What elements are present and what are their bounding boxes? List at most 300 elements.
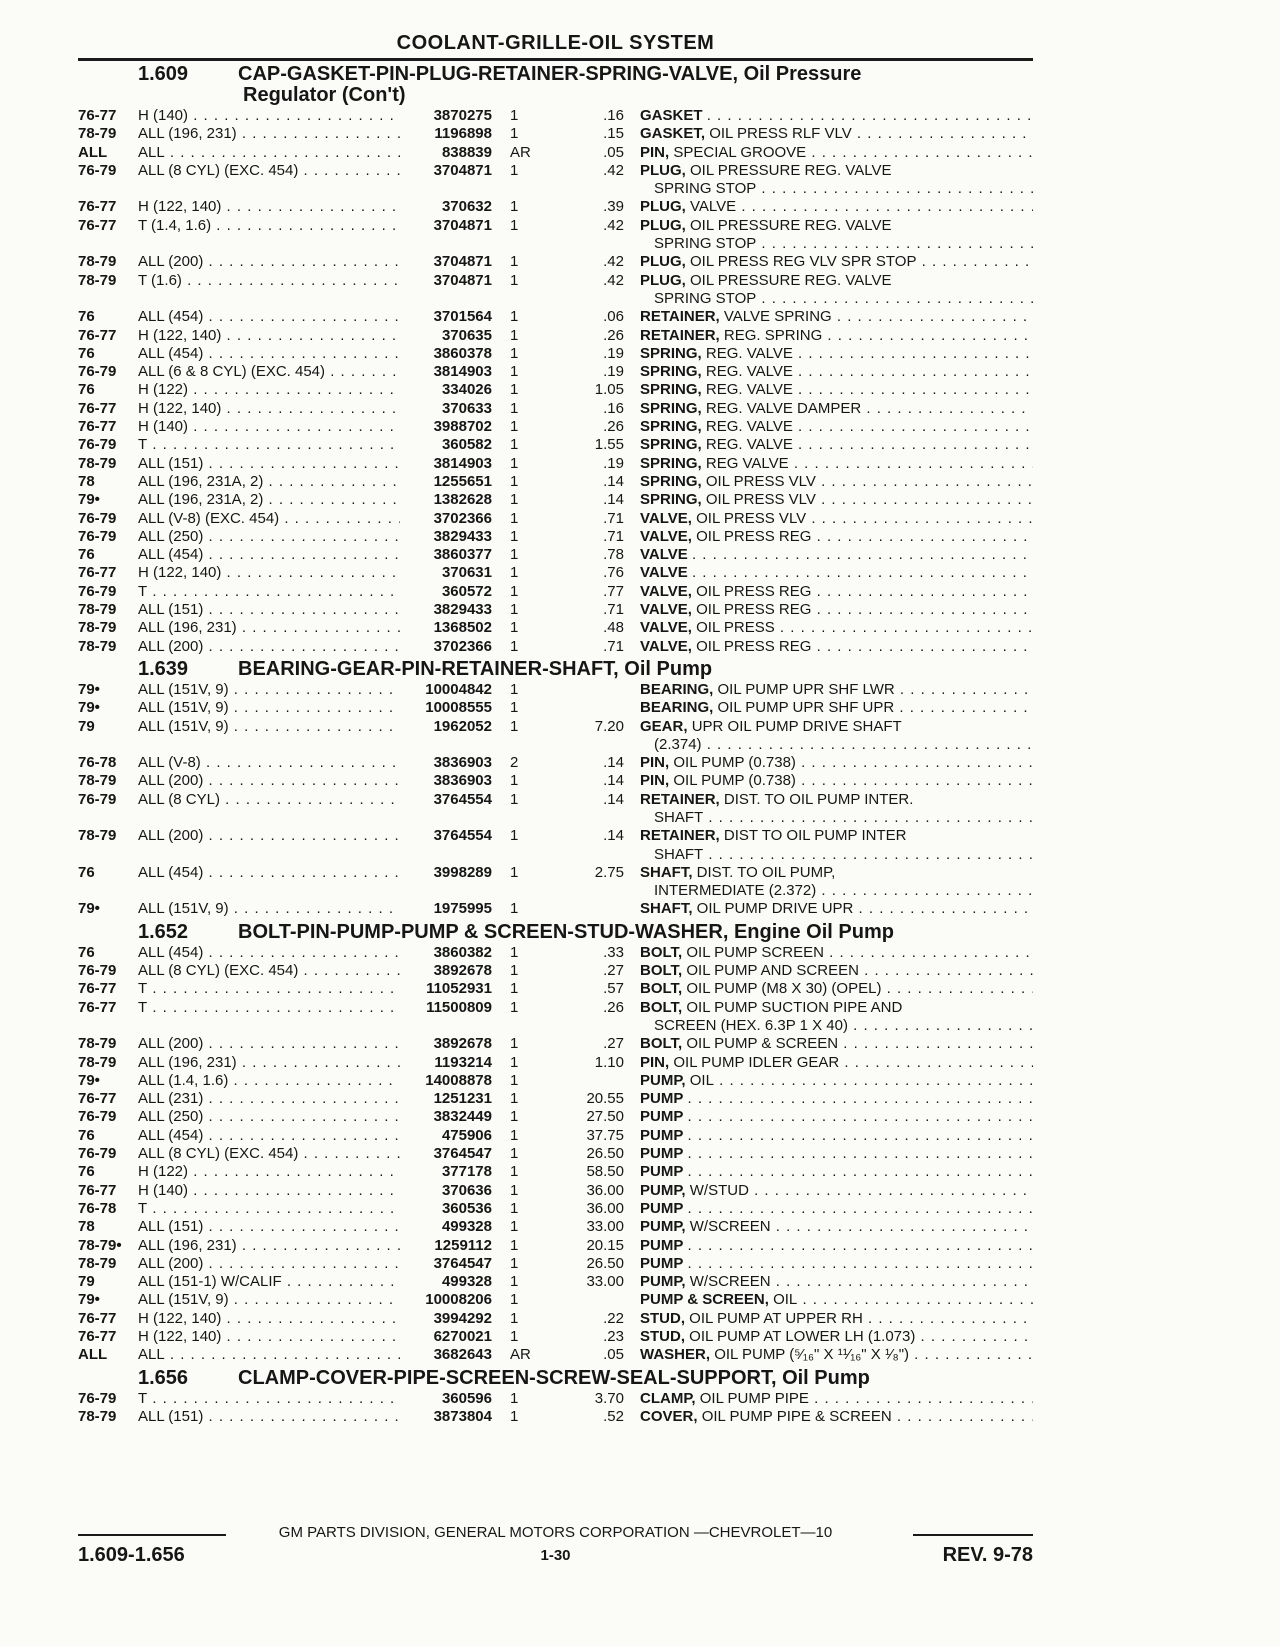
part-name: VALVE, (640, 527, 692, 545)
model-year: 76 (78, 1163, 95, 1181)
description-line (640, 510, 1033, 527)
model-year: 76-78 (78, 754, 117, 772)
vehicle-model: H (122) . . . (138, 381, 400, 399)
description-line (640, 162, 891, 179)
price: 33.00 (586, 1218, 624, 1236)
part-detail: OIL PUMP SCREEN (686, 943, 824, 961)
quantity: 1 (510, 601, 519, 619)
section-title (78, 1365, 1033, 1390)
description-line (640, 1108, 1033, 1125)
part-name: RETAINER, (640, 308, 720, 326)
vehicle-model: ALL (231) . . . (138, 1090, 400, 1108)
description-line (640, 107, 1033, 124)
price: 20.55 (586, 1090, 624, 1108)
vehicle-model: ALL (454) . . . (138, 944, 400, 962)
description-line (640, 583, 1033, 600)
part-name: VALVE, (640, 509, 692, 527)
part-detail: OIL PRESSURE REG. VALVE (690, 161, 892, 179)
part-number: 1368502 (433, 619, 492, 637)
model-year: 76-79 (78, 790, 117, 808)
vehicle-model: ALL (151V, 9) . . . (138, 718, 400, 736)
part-detail: REG. VALVE (705, 344, 793, 362)
section-heading: BEARING-GEAR-PIN-RETAINER-SHAFT, Oil Pump (238, 657, 713, 680)
part-description (640, 1310, 1033, 1328)
part-name: PUMP (640, 1090, 684, 1108)
part-number: 3764554 (433, 827, 492, 845)
quantity: AR (510, 1346, 531, 1364)
part-name: PUMP, (640, 1071, 686, 1089)
vehicle-model: ALL (196, 231A, 2) . . . (138, 491, 400, 509)
part-detail: OIL PUMP (0.738) (673, 772, 796, 790)
part-description (640, 345, 1033, 363)
part-number: 1193214 (434, 1053, 492, 1071)
part-number: 370636 (441, 1181, 492, 1199)
description-line (640, 1237, 1033, 1254)
part-number: 360582 (441, 436, 492, 454)
part-row (78, 1328, 1033, 1346)
quantity: 1 (510, 900, 519, 918)
price: .14 (603, 491, 624, 509)
part-name: PLUG, (640, 271, 686, 289)
part-number: 1196898 (434, 125, 492, 143)
part-description (640, 601, 1033, 619)
quantity: 1 (510, 962, 519, 980)
part-row (78, 564, 1033, 582)
quantity: 1 (510, 546, 519, 564)
description-line (640, 791, 913, 808)
part-description (640, 253, 1033, 271)
part-number: 3892678 (433, 962, 492, 980)
part-number: 370635 (441, 326, 492, 344)
vehicle-model: T . . . (138, 980, 400, 998)
price: .71 (603, 637, 624, 655)
vehicle-model: T . . . (138, 1390, 400, 1408)
part-number: 1255651 (433, 472, 492, 490)
quantity: 1 (510, 699, 519, 717)
part-row (78, 1291, 1033, 1309)
footer-section-range: 1.609-1.656 (78, 1544, 185, 1566)
part-description (640, 718, 1033, 755)
part-name: CLAMP, (640, 1389, 696, 1407)
part-row (78, 1200, 1033, 1218)
part-row (78, 345, 1033, 363)
part-row (78, 144, 1033, 162)
part-name: PUMP, (640, 1181, 686, 1199)
quantity: 1 (510, 509, 519, 527)
part-number: 3860378 (433, 344, 492, 362)
price: 36.00 (586, 1181, 624, 1199)
part-row (78, 1127, 1033, 1145)
description-line (640, 528, 1033, 545)
part-number: 3836903 (433, 754, 492, 772)
vehicle-model: ALL (250) . . . (138, 1108, 400, 1126)
part-description (640, 1291, 1033, 1309)
quantity: 1 (510, 216, 519, 234)
vehicle-model: ALL (151) . . . (138, 1408, 400, 1426)
quantity: 1 (510, 1389, 519, 1407)
part-number: 3870275 (433, 107, 492, 124)
part-number: 10008206 (425, 1291, 492, 1309)
part-row (78, 638, 1033, 656)
quantity: 1 (510, 1181, 519, 1199)
quantity: 1 (510, 1035, 519, 1053)
part-row (78, 1035, 1033, 1053)
model-year: 76-79 (78, 161, 117, 179)
part-description (640, 327, 1033, 345)
model-year: 76-79 (78, 962, 117, 980)
vehicle-model: ALL (8 CYL) (EXC. 454) . . . (138, 162, 400, 180)
description-line (640, 1127, 1033, 1144)
footer-page-number: 1-30 (540, 1547, 571, 1564)
price: 7.20 (594, 717, 624, 735)
vehicle-model: ALL (151-1) W/CALIF . . . (138, 1273, 400, 1291)
quantity: 1 (510, 1273, 519, 1291)
part-number: 3704871 (433, 161, 492, 179)
part-row (78, 681, 1033, 699)
model-year: 78-79 (78, 601, 117, 619)
part-row (78, 900, 1033, 918)
part-name: SPRING, (640, 454, 702, 472)
part-detail: OIL PUMP UPR SHF LWR (717, 680, 895, 698)
quantity: 1 (510, 1053, 519, 1071)
part-name: PUMP & SCREEN, (640, 1291, 769, 1309)
price: 27.50 (586, 1108, 624, 1126)
part-row (78, 1255, 1033, 1273)
model-year: 79• (78, 900, 100, 918)
model-year: 78-79 (78, 772, 117, 790)
price: .71 (603, 527, 624, 545)
model-year: 76-77 (78, 1328, 117, 1345)
model-year: 78-79 (78, 1053, 117, 1071)
description-line (640, 944, 1033, 961)
vehicle-model: ALL (151) . . . (138, 601, 400, 619)
part-detail: OIL (773, 1291, 798, 1309)
part-description (640, 791, 1033, 828)
model-year: 76 (78, 943, 95, 961)
vehicle-model: ALL (454) . . . (138, 1127, 400, 1145)
part-detail: REG. VALVE (705, 436, 793, 454)
vehicle-model: ALL (8 CYL) (EXC. 454) . . . (138, 962, 400, 980)
part-name: PLUG, (640, 161, 686, 179)
part-number: 1251231 (433, 1090, 492, 1108)
part-number: 3994292 (433, 1309, 492, 1327)
part-row (78, 455, 1033, 473)
part-description (640, 980, 1033, 998)
part-number: 3704871 (433, 253, 492, 271)
vehicle-model: ALL (454) . . . (138, 546, 400, 564)
part-name: PUMP (640, 1163, 684, 1181)
description-continued: SPRING STOP . . . (654, 290, 1033, 308)
price: 58.50 (586, 1163, 624, 1181)
model-year: 79• (78, 1071, 100, 1089)
vehicle-model: ALL (200) . . . (138, 1035, 400, 1053)
part-number: 3682643 (433, 1346, 492, 1364)
part-detail: OIL PRESS REG (696, 601, 812, 619)
parts-section (78, 61, 1033, 656)
description-line (640, 455, 1033, 472)
sections-container (78, 61, 1033, 1426)
part-name: BOLT, (640, 943, 683, 961)
model-year: 79 (78, 1273, 95, 1291)
part-description (640, 217, 1033, 254)
part-name: SPRING, (640, 436, 702, 454)
description-continued: SHAFT . . . (654, 846, 1033, 864)
vehicle-model: ALL (200) . . . (138, 253, 400, 271)
vehicle-model: T . . . (138, 436, 400, 454)
description-line (640, 1273, 1033, 1290)
vehicle-model: ALL (151V, 9) . . . (138, 900, 400, 918)
part-row (78, 791, 1033, 828)
part-description (640, 1255, 1033, 1273)
part-number: 3764547 (433, 1145, 492, 1163)
quantity: 1 (510, 717, 519, 735)
price: 37.75 (586, 1126, 624, 1144)
part-name: PUMP (640, 1236, 684, 1254)
model-year: 76-77 (78, 198, 117, 216)
part-description (640, 638, 1033, 656)
description-line (640, 198, 1033, 215)
quantity: 1 (510, 980, 519, 998)
part-detail: OIL PUMP UPR SHF UPR (717, 699, 895, 717)
part-description (640, 363, 1033, 381)
vehicle-model: ALL (196, 231) . . . (138, 1237, 400, 1255)
part-detail: OIL PRESSURE REG. VALVE (690, 271, 892, 289)
vehicle-model: H (122, 140) . . . (138, 1328, 400, 1346)
model-year: 76-78 (78, 1199, 117, 1217)
part-number: 6270021 (433, 1328, 492, 1345)
part-detail: REG. VALVE (705, 418, 793, 436)
description-line (640, 1072, 1033, 1089)
quantity: 1 (510, 772, 519, 790)
part-name: COVER, (640, 1407, 698, 1425)
part-name: PUMP (640, 1126, 684, 1144)
model-year: 76-79 (78, 1389, 117, 1407)
model-year: 78 (78, 472, 95, 490)
part-name: BOLT, (640, 1035, 683, 1053)
price: .48 (603, 619, 624, 637)
price: .42 (603, 271, 624, 289)
part-row (78, 944, 1033, 962)
part-name: SPRING, (640, 472, 702, 490)
part-name: BOLT, (640, 962, 683, 980)
part-row (78, 583, 1033, 601)
part-number: 3832449 (433, 1108, 492, 1126)
quantity: 1 (510, 1328, 519, 1345)
part-detail: OIL PUMP DRIVE UPR (696, 900, 854, 918)
vehicle-model: ALL (200) . . . (138, 827, 400, 845)
part-row (78, 327, 1033, 345)
part-description (640, 510, 1033, 528)
part-number: 3860377 (433, 546, 492, 564)
price: .23 (603, 1328, 624, 1345)
part-description (640, 1182, 1033, 1200)
price: .27 (603, 962, 624, 980)
vehicle-model: ALL (8 CYL) (EXC. 454) . . . (138, 1145, 400, 1163)
part-detail: W/SCREEN (689, 1218, 771, 1236)
parts-section (78, 656, 1033, 919)
part-detail: OIL PUMP (0.738) (673, 754, 796, 772)
model-year: 78-79 (78, 271, 117, 289)
part-description (640, 1346, 1033, 1364)
catalog-page (78, 30, 1033, 1426)
price: .19 (603, 363, 624, 381)
part-row (78, 1072, 1033, 1090)
description-line (640, 491, 1033, 508)
part-description (640, 1108, 1033, 1126)
page-footer (78, 1524, 1033, 1568)
part-description (640, 1072, 1033, 1090)
model-year: 76-77 (78, 980, 117, 998)
part-name: VALVE, (640, 601, 692, 619)
model-year: 76 (78, 381, 95, 399)
footer-bottom (78, 1544, 1033, 1568)
vehicle-model: ALL (200) . . . (138, 772, 400, 790)
part-description (640, 1090, 1033, 1108)
description-line (640, 217, 891, 234)
price: 33.00 (586, 1273, 624, 1291)
model-year: 76-77 (78, 1309, 117, 1327)
model-year: 76 (78, 344, 95, 362)
part-detail: UPR OIL PUMP DRIVE SHAFT (691, 717, 902, 735)
quantity: 1 (510, 1236, 519, 1254)
quantity: 1 (510, 308, 519, 326)
model-year: 76 (78, 308, 95, 326)
part-number: 3764547 (433, 1254, 492, 1272)
part-description (640, 681, 1033, 699)
parts-section (78, 919, 1033, 1365)
part-name: GASKET, (640, 125, 706, 143)
description-line (640, 144, 1033, 161)
part-name: SPRING, (640, 399, 702, 417)
part-row (78, 162, 1033, 199)
part-row (78, 253, 1033, 271)
part-detail: DIST. TO OIL PUMP INTER. (723, 790, 914, 808)
part-number: 3829433 (433, 527, 492, 545)
description-line (640, 1035, 1033, 1052)
part-detail: OIL PUMP AT LOWER LH (1.073) (689, 1328, 916, 1345)
part-number: 475906 (441, 1126, 492, 1144)
part-row (78, 962, 1033, 980)
part-name: RETAINER, (640, 326, 720, 344)
quantity: 1 (510, 998, 519, 1016)
description-continued: SCREEN (HEX. 6.3P 1 X 40) . . . (654, 1017, 1033, 1035)
price: .77 (603, 582, 624, 600)
part-description (640, 144, 1033, 162)
model-year: 78-79 (78, 619, 117, 637)
price: .71 (603, 509, 624, 527)
part-name: WASHER, (640, 1346, 711, 1364)
part-description (640, 381, 1033, 399)
part-number: 3701564 (433, 308, 492, 326)
part-name: VALVE, (640, 637, 692, 655)
part-detail: OIL PUMP AT UPPER RH (689, 1309, 863, 1327)
price: .42 (603, 253, 624, 271)
part-row (78, 1408, 1033, 1426)
part-name: BEARING, (640, 680, 714, 698)
part-description (640, 564, 1033, 582)
quantity: 1 (510, 1218, 519, 1236)
description-line (640, 1090, 1033, 1107)
part-detail: OIL PUMP PIPE (699, 1389, 809, 1407)
price: .16 (603, 107, 624, 124)
price: .76 (603, 564, 624, 582)
part-detail: OIL PRESS (696, 619, 775, 637)
part-row (78, 1145, 1033, 1163)
quantity: 1 (510, 1291, 519, 1309)
quantity: 1 (510, 344, 519, 362)
quantity: 1 (510, 619, 519, 637)
model-year: 76-77 (78, 216, 117, 234)
model-year: 76-77 (78, 1090, 117, 1108)
description-line (640, 900, 1033, 917)
vehicle-model: H (140) . . . (138, 418, 400, 436)
part-description (640, 864, 1033, 901)
part-detail: OIL PRESS RLF VLV (709, 125, 852, 143)
part-name: VALVE (640, 564, 688, 582)
price: .26 (603, 326, 624, 344)
quantity: 2 (510, 754, 519, 772)
price: .52 (603, 1407, 624, 1425)
quantity: 1 (510, 107, 519, 124)
part-number: 370632 (441, 198, 492, 216)
part-description (640, 1127, 1033, 1145)
quantity: 1 (510, 1145, 519, 1163)
part-name: PUMP (640, 1108, 684, 1126)
price: .14 (603, 827, 624, 845)
section-number: 1.609 (138, 63, 189, 85)
description-line (640, 473, 1033, 490)
quantity: 1 (510, 1163, 519, 1181)
model-year: 76-77 (78, 564, 117, 582)
vehicle-model: ALL (151V, 9) . . . (138, 681, 400, 699)
part-row (78, 699, 1033, 717)
part-number: 14008878 (425, 1071, 492, 1089)
quantity: 1 (510, 1309, 519, 1327)
description-line (640, 1310, 1033, 1327)
part-detail: OIL PRESS REG VLV SPR STOP (690, 253, 917, 271)
part-row (78, 999, 1033, 1036)
part-number: 370633 (441, 399, 492, 417)
section-number: 1.656 (138, 1366, 189, 1389)
quantity: 1 (510, 198, 519, 216)
model-year: 78-79 (78, 1407, 117, 1425)
quantity: 1 (510, 943, 519, 961)
vehicle-model: ALL (V-8) (EXC. 454) . . . (138, 510, 400, 528)
description-line (640, 681, 1033, 698)
vehicle-model: ALL (200) . . . (138, 638, 400, 656)
part-name: BEARING, (640, 699, 714, 717)
part-detail: OIL PUMP & SCREEN (686, 1035, 839, 1053)
part-name: PLUG, (640, 198, 686, 216)
part-description (640, 436, 1033, 454)
footer-revision: REV. 9-78 (942, 1544, 1033, 1566)
part-row (78, 1090, 1033, 1108)
vehicle-model: T . . . (138, 999, 400, 1017)
quantity: 1 (510, 1090, 519, 1108)
quantity: 1 (510, 1407, 519, 1425)
description-line (640, 1163, 1033, 1180)
description-line (640, 754, 1033, 771)
vehicle-model: H (122, 140) . . . (138, 1310, 400, 1328)
model-year: ALL (78, 1346, 108, 1364)
part-detail: OIL PRESS VLV (696, 509, 807, 527)
description-line (640, 272, 891, 289)
price: .14 (603, 472, 624, 490)
description-line (640, 864, 835, 881)
quantity: 1 (510, 491, 519, 509)
description-line (640, 308, 1033, 325)
part-row (78, 107, 1033, 125)
